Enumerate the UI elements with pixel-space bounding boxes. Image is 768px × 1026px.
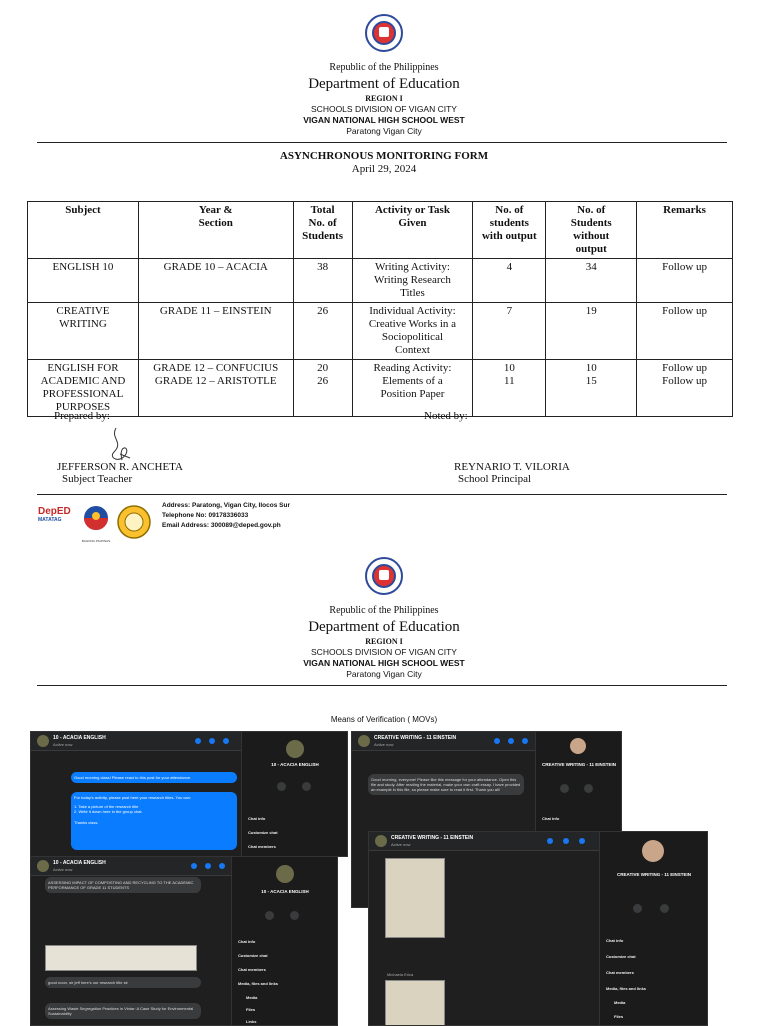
noter-name: REYNARIO T. VILORIA	[454, 461, 570, 473]
screenshot-acacia-chat-2	[30, 856, 338, 1026]
cell-total: 26	[293, 303, 352, 360]
chat-sidebar	[241, 732, 348, 856]
chat-title: CREATIVE WRITING - 11 EINSTEIN	[374, 735, 457, 741]
message-bubble: For today's activity, please post here your research titles. You can: 1. Take a picture of the research title 2. Write it down here in the group chat. Thanks class.	[71, 792, 237, 850]
republic-line: Republic of the Philippines	[329, 605, 439, 616]
prepared-by-label: Prepared by:	[54, 410, 110, 422]
footer-contact	[162, 501, 290, 531]
video-icon	[563, 838, 569, 844]
preparer-role: Subject Teacher	[62, 473, 133, 485]
info-icon	[579, 838, 585, 844]
header-subject: Subject	[28, 202, 139, 259]
info-icon	[522, 738, 528, 744]
cell-without-output: 19	[546, 303, 637, 360]
video-icon	[209, 738, 215, 744]
message-bubble: ASSESSING IMPACT OF COMPOSTING AND RECYCLING TO THE ACADEMIC PERFORMANCE OF GRADE 11 STUDENTS	[45, 877, 201, 893]
header-year-section: Year & Section	[138, 202, 293, 259]
chat-title: CREATIVE WRITING - 11 EINSTEIN	[391, 835, 474, 841]
mute-icon	[560, 784, 569, 793]
table-header-row	[28, 202, 733, 259]
cell-remarks: Follow up	[637, 303, 733, 360]
mute-icon	[277, 782, 286, 791]
cell-without-output: 10 15	[546, 360, 637, 417]
chat-status: Active now	[374, 742, 394, 747]
cell-subject: ENGLISH 10	[28, 259, 139, 303]
sidebar-customize-chat: Customize chat	[238, 953, 268, 958]
sidebar-chat-name: 10 - ACACIA ENGLISH	[261, 889, 309, 894]
department-title: Department of Education	[308, 619, 460, 635]
cell-total: 38	[293, 259, 352, 303]
sidebar-chat-info: Chat info	[542, 816, 560, 821]
cell-subject: ENGLISH FOR ACADEMIC AND PROFESSIONAL PURPOSES	[28, 360, 139, 417]
header-divider	[37, 142, 727, 143]
sidebar-chat-name: CREATIVE WRITING - 11 EINSTEIN	[617, 872, 691, 877]
table-row	[28, 360, 733, 417]
group-avatar	[37, 860, 49, 872]
sidebar-files: Files	[614, 1014, 624, 1019]
noter-role: School Principal	[458, 473, 532, 485]
screenshot-creative-writing-chat-2	[368, 831, 708, 1026]
school-address: Paratong Vigan City	[346, 126, 422, 136]
sender-name: Michaela Erica	[387, 972, 414, 977]
header-divider	[37, 685, 727, 686]
essay-photo	[385, 980, 445, 1026]
header-without-output: No. of Students without output	[546, 202, 637, 259]
essay-photo	[385, 858, 445, 938]
mute-icon	[633, 904, 642, 913]
sidebar-files: Files	[246, 1007, 256, 1012]
cell-section: GRADE 12 – CONFUCIUS GRADE 12 – ARISTOTLE	[138, 360, 293, 417]
sidebar-chat-members: Chat members	[606, 970, 634, 975]
footer-telephone: Telephone No: 09178336033	[162, 512, 249, 519]
search-icon	[660, 904, 669, 913]
chat-status: Active now	[391, 842, 411, 847]
sidebar-chat-members: Chat members	[248, 844, 276, 849]
republic-line: Republic of the Philippines	[329, 62, 439, 73]
cell-activity: Individual Activity: Creative Works in a Sociopolitical Context	[352, 303, 473, 360]
department-title: Department of Education	[308, 76, 460, 92]
school-name: VIGAN NATIONAL HIGH SCHOOL WEST	[303, 115, 465, 125]
cell-without-output: 34	[546, 259, 637, 303]
search-icon	[584, 784, 593, 793]
chat-title: 10 - ACACIA ENGLISH	[53, 860, 106, 866]
header-activity: Activity or Task Given	[352, 202, 473, 259]
deped-logo: DepED MATATAG	[38, 506, 71, 523]
cell-activity: Reading Activity: Elements of a Position Paper	[352, 360, 473, 417]
chat-title: 10 - ACACIA ENGLISH	[53, 735, 106, 741]
sidebar-chat-name: CREATIVE WRITING - 11 EINSTEIN	[542, 762, 616, 767]
table-row	[28, 259, 733, 303]
footer-address: Address: Paratong, Vigan City, Ilocos Sur	[162, 502, 290, 509]
sidebar-chat-info: Chat info	[248, 816, 266, 821]
chat-sidebar	[231, 857, 338, 1025]
sidebar-chat-info: Chat info	[238, 939, 256, 944]
cell-activity: Writing Activity: Writing Research Titles	[352, 259, 473, 303]
sidebar-customize-chat: Customize chat	[248, 830, 278, 835]
chat-status: Active now	[53, 742, 73, 747]
header-remarks: Remarks	[637, 202, 733, 259]
school-logo	[116, 504, 152, 540]
message-bubble: Good morning, everyone! Please like this message for your attendance. Open this file and study. After reading the material, make your own craft essay. I have provided an example in this file, so please make sure to read it first. Thank you all!	[368, 774, 524, 795]
chat-sidebar	[599, 832, 708, 1025]
region-line: REGION I	[365, 94, 403, 103]
region-line: REGION I	[365, 637, 403, 646]
footer-email: Email Address: 300089@deped.gov.ph	[162, 522, 281, 529]
sidebar-chat-members: Chat members	[238, 967, 266, 972]
header-with-output: No. of students with output	[473, 202, 546, 259]
cell-with-output: 7	[473, 303, 546, 360]
cell-remarks: Follow up	[637, 259, 733, 303]
monitoring-table	[27, 201, 733, 417]
school-address: Paratong Vigan City	[346, 669, 422, 679]
cell-with-output: 10 11	[473, 360, 546, 417]
group-avatar	[286, 740, 304, 758]
preparer-name: JEFFERSON R. ANCHETA	[57, 461, 183, 473]
message-bubble: good noon, sir jeff here's our research title sir	[45, 977, 201, 988]
group-avatar	[375, 835, 387, 847]
group-avatar	[358, 735, 370, 747]
group-avatar	[642, 840, 664, 862]
header-total-students: Total No. of Students	[293, 202, 352, 259]
video-icon	[205, 863, 211, 869]
search-icon	[302, 782, 311, 791]
division-line: SCHOOLS DIVISION OF VIGAN CITY	[311, 647, 457, 657]
group-avatar	[570, 738, 586, 754]
cell-total: 20 26	[293, 360, 352, 417]
research-title-photo	[45, 945, 197, 971]
cell-remarks: Follow up Follow up	[637, 360, 733, 417]
footer-divider	[37, 494, 727, 495]
phone-icon	[494, 738, 500, 744]
bagong-pilipinas-logo: BAGONG PILIPINAS	[80, 504, 112, 540]
info-icon	[219, 863, 225, 869]
noted-by-label: Noted by:	[424, 410, 468, 422]
movs-title: Means of Verification ( MOVs)	[330, 715, 438, 724]
deped-seal-logo	[365, 557, 403, 595]
chat-status: Active now	[53, 867, 73, 872]
table-row	[28, 303, 733, 360]
message-bubble: Good morning class! Please react to this post for your attendance.	[71, 772, 237, 783]
sidebar-links: Links	[246, 1019, 257, 1024]
cell-section: GRADE 11 – EINSTEIN	[138, 303, 293, 360]
sidebar-chat-name: 10 - ACACIA ENGLISH	[271, 762, 319, 767]
sidebar-media-files-links: Media, files and links	[238, 981, 279, 986]
sidebar-media: Media	[614, 1000, 626, 1005]
sidebar-chat-info: Chat info	[606, 938, 624, 943]
phone-icon	[195, 738, 201, 744]
phone-icon	[191, 863, 197, 869]
message-bubble: Assessing Waste Segregation Practices in Vintar: A Case Study for Environmental Sustainability	[45, 1003, 201, 1019]
group-avatar	[37, 735, 49, 747]
form-date: April 29, 2024	[351, 163, 417, 175]
info-icon	[223, 738, 229, 744]
search-icon	[290, 911, 299, 920]
cell-subject: CREATIVE WRITING	[28, 303, 139, 360]
school-name: VIGAN NATIONAL HIGH SCHOOL WEST	[303, 658, 465, 668]
deped-seal-logo	[365, 14, 403, 52]
video-icon	[508, 738, 514, 744]
form-title: ASYNCHRONOUS MONITORING FORM	[279, 150, 489, 162]
group-avatar	[276, 865, 294, 883]
screenshot-acacia-chat	[30, 731, 348, 857]
division-line: SCHOOLS DIVISION OF VIGAN CITY	[311, 104, 457, 114]
sidebar-media-files-links: Media, files and links	[606, 986, 647, 991]
phone-icon	[547, 838, 553, 844]
cell-with-output: 4	[473, 259, 546, 303]
mute-icon	[265, 911, 274, 920]
sidebar-customize-chat: Customize chat	[606, 954, 636, 959]
cell-section: GRADE 10 – ACACIA	[138, 259, 293, 303]
sidebar-media: Media	[246, 995, 258, 1000]
